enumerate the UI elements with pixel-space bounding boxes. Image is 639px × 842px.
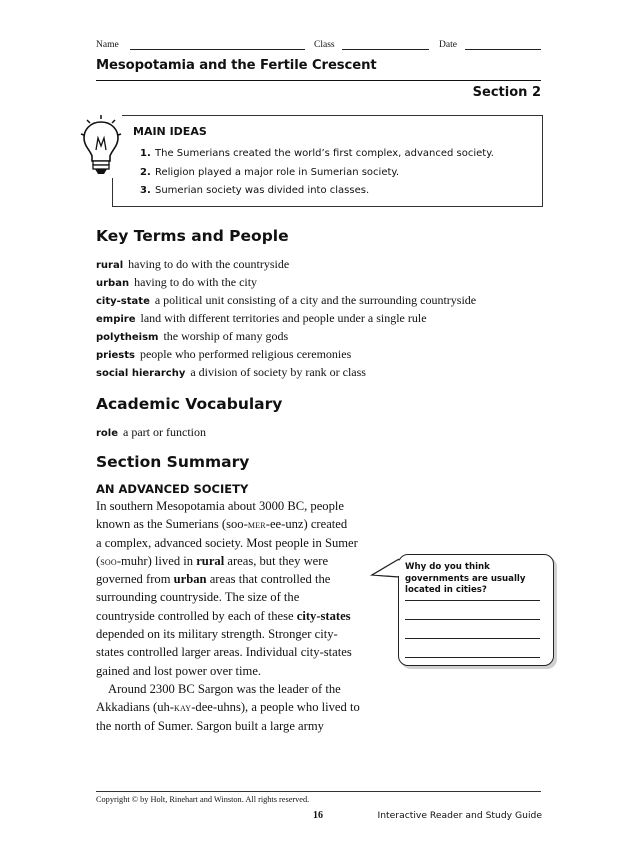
summary-line: the north of Sumer. Sargon built a large army xyxy=(96,718,324,733)
summary-subheading: AN ADVANCED SOCIETY xyxy=(96,482,249,496)
summary-paragraph xyxy=(96,497,381,735)
summary-line: In southern Mesopotamia about 3000 BC, people xyxy=(96,499,344,513)
vocabulary-definition: a part or function xyxy=(123,425,206,439)
summary-line: Akkadians (uh-kay-dee-uhns), a people who lived to xyxy=(96,700,360,715)
key-term-definition: people who performed religious ceremonies xyxy=(139,347,352,361)
key-term-row xyxy=(96,257,289,272)
key-term-definition: land with different territories and people under a single rule xyxy=(140,311,427,325)
name-field-line xyxy=(130,49,305,50)
summary-line: known as the Sumerians (soo-mer-ee-unz) created xyxy=(96,517,348,532)
summary-line: gained and lost power over time. xyxy=(96,663,262,678)
key-term: polytheism xyxy=(96,332,159,343)
key-term: urban xyxy=(96,278,130,289)
key-term-row xyxy=(96,329,288,344)
key-term-row xyxy=(96,347,351,362)
summary-line: (soo-muhr) lived in rural areas, but they were xyxy=(96,553,329,568)
main-ideas-heading: MAIN IDEAS xyxy=(133,125,207,138)
summary-line: Around 2300 BC Sargon was the leader of the xyxy=(108,681,341,696)
main-idea-text: The Sumerians created the world’s first complex, advanced society. xyxy=(155,148,494,159)
date-field-line xyxy=(465,49,541,50)
name-label: Name xyxy=(96,40,119,50)
key-term-row xyxy=(96,275,257,290)
key-term-row xyxy=(96,293,476,308)
page-title: Mesopotamia and the Fertile Crescent xyxy=(96,58,377,73)
key-term-definition: having to do with the countryside xyxy=(128,257,290,271)
key-term-row xyxy=(96,365,366,380)
main-idea-number: 3. xyxy=(140,185,151,196)
answer-line[interactable] xyxy=(405,638,540,639)
key-term: social hierarchy xyxy=(96,368,186,379)
key-term: city-state xyxy=(96,296,150,307)
key-terms-heading: Key Terms and People xyxy=(96,227,289,245)
section-number: Section 2 xyxy=(472,85,541,100)
key-term: empire xyxy=(96,314,136,325)
summary-line: a complex, advanced society. Most people in Sumer xyxy=(96,535,358,550)
summary-line: depended on its military strength. Stronger city- xyxy=(96,627,338,642)
bubble-pointer-fill xyxy=(370,555,404,585)
footer-rule xyxy=(96,791,541,792)
key-term-definition: a political unit consisting of a city and the surrounding countryside xyxy=(154,293,477,307)
date-label: Date xyxy=(439,40,457,50)
answer-line[interactable] xyxy=(405,619,540,620)
section-summary-heading: Section Summary xyxy=(96,453,250,471)
title-rule xyxy=(96,80,541,81)
summary-line: surrounding countryside. The size of the xyxy=(96,590,300,605)
key-term-definition: having to do with the city xyxy=(134,275,258,289)
academic-vocabulary-heading: Academic Vocabulary xyxy=(96,395,283,413)
lightbulb-icon xyxy=(80,114,122,178)
vocabulary-row xyxy=(96,425,206,440)
key-term-definition: the worship of many gods xyxy=(163,329,289,343)
main-idea-number: 2. xyxy=(140,167,151,178)
question-text: Why do you think governments are usually located in cities? xyxy=(405,562,526,595)
main-idea-number: 1. xyxy=(140,148,151,159)
copyright: Copyright © by Holt, Rinehart and Winston. All rights reserved. xyxy=(96,795,310,804)
answer-line[interactable] xyxy=(405,600,540,601)
main-idea-text: Sumerian society was divided into classes. xyxy=(155,185,370,196)
class-label: Class xyxy=(314,40,335,50)
summary-line: states controlled larger areas. Individual city-states xyxy=(96,645,352,660)
guide-title: Interactive Reader and Study Guide xyxy=(377,810,542,821)
key-term: rural xyxy=(96,260,124,271)
main-idea-text: Religion played a major role in Sumerian society. xyxy=(155,167,400,178)
key-term: priests xyxy=(96,350,135,361)
page-number: 16 xyxy=(313,810,323,821)
summary-line: governed from urban areas that controlled the xyxy=(96,572,331,587)
class-field-line xyxy=(342,49,429,50)
summary-line: countryside controlled by each of these city-states xyxy=(96,608,351,623)
vocabulary-term: role xyxy=(96,428,119,439)
key-term-definition: a division of society by rank or class xyxy=(190,365,366,379)
answer-line[interactable] xyxy=(405,657,540,658)
key-term-row xyxy=(96,311,427,326)
